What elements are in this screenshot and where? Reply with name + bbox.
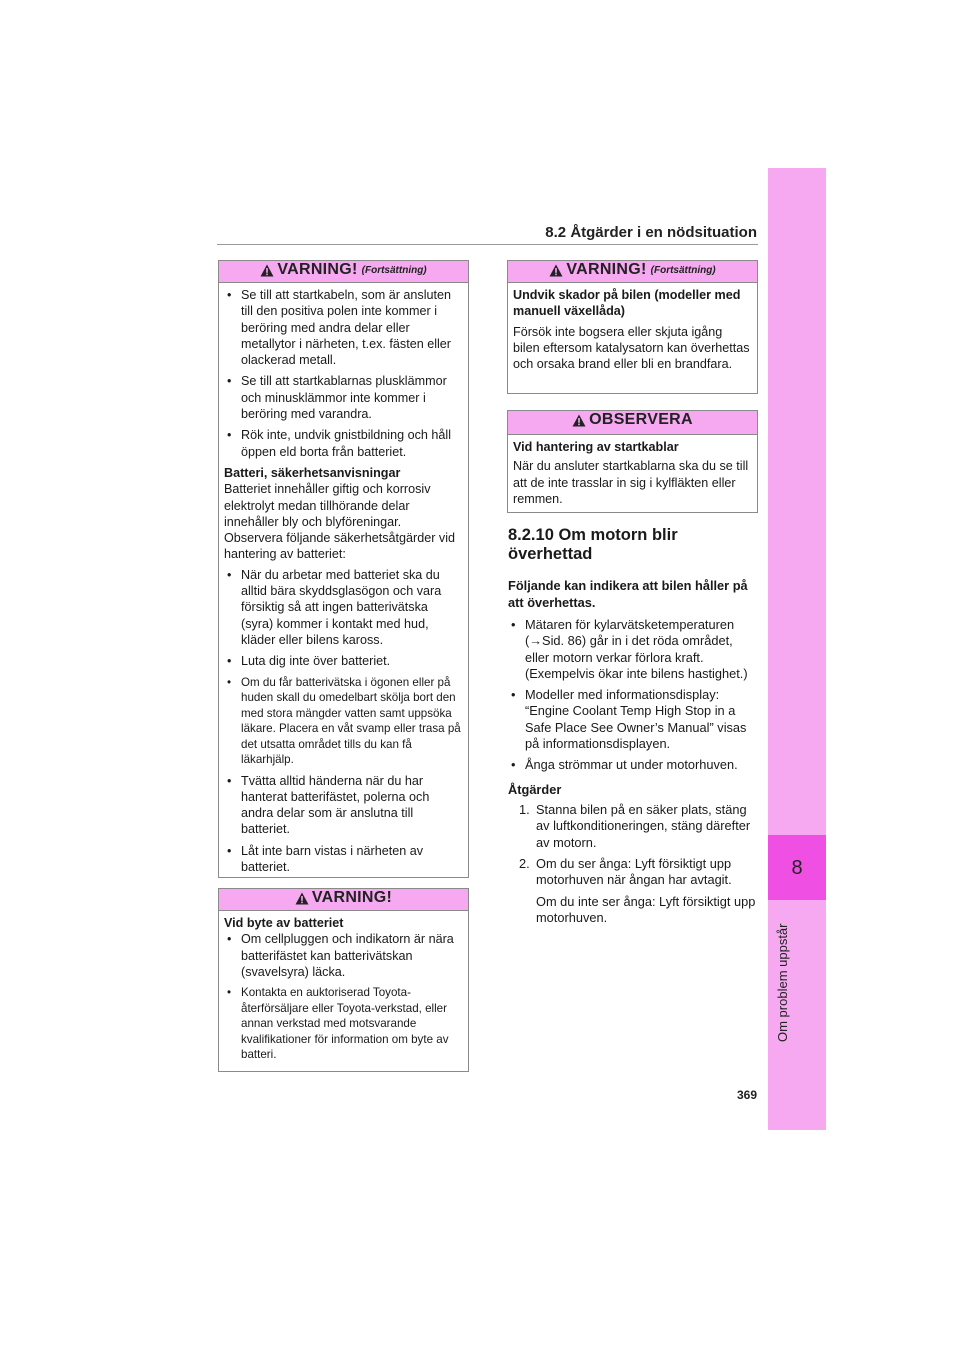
list-item: • Om cellpluggen och indikatorn är nära batterifästet kan batterivätskan (svavelsyra) läcka. [227,932,454,979]
notice-icon [572,414,586,427]
list-item: • Modeller med informationsdisplay: “Engine Coolant Temp High Stop in a Safe Place See Owner’s Manual” visas på informationsdisplayen. [511,687,747,752]
overheating-section [508,526,758,926]
step-item: 1. Stanna bilen på en säker plats, stäng av luftkonditioneringen, stäng därefter av motorn. [519,802,751,850]
warning-box-body [219,283,468,886]
warning-subtitle: (Fortsättning) [361,264,427,276]
warning-triangle-icon [260,264,274,277]
warning-box-body [219,911,468,1074]
warning-box-header [219,889,468,911]
list-item: • Luta dig inte över batteriet. [227,654,391,669]
list-item: • Tvätta alltid händerna när du har hanterat batterifästet, polerna och andra delar som är anslutna till batteriet. [227,773,430,837]
warning-box-towing [507,260,758,394]
action-steps [508,802,758,926]
header-divider [217,244,758,245]
actions-heading: Åtgärder [508,781,562,797]
page-number: 369 [736,1088,757,1102]
warning-title: VARNING! [566,261,647,278]
list-item: • Mätaren för kylarvätsketemperaturen (→Sid. 86) går in i det röda området, eller motorn verkar förlora kraft. (Exempelvis ökar inte bilens hastighet.) [511,617,748,681]
battery-safety-paragraph: Batteriet innehåller giftig och korrosiv elektrolyt medan tillhörande delar innehåller bly och blyföreningar. Observera följande säkerhetsåtgärder vid hantering av batteriet: [224,482,456,562]
list-item: • När du arbetar med batteriet ska du alltid bära skyddsglasögon och vara försiktig så att ingen batterivätska (syra) kommer i kontakt med hud, kläder eller bilens kaross. [227,567,442,647]
warning-triangle-icon [295,892,309,905]
warning-box-header [219,261,468,283]
step-note: Om du inte ser ånga: Lyft försiktigt upp motorhuven. [536,893,756,925]
notice-box-body [508,435,757,517]
warning-box-battery-replacement [218,888,469,1072]
warning-box-continued [218,260,469,878]
warning-box-header [508,261,757,283]
warning-title: VARNING! [277,261,358,278]
section-title: 8.2.10 Om motorn blir överhettad [508,526,678,563]
section-header: 8.2 Åtgärder i en nödsituation [545,224,757,241]
list-item: • Låt inte barn vistas i närheten av batteriet. [227,843,424,875]
jumper-cables-paragraph: När du ansluter startkablarna ska du se till att de inte trasslar in sig i kylfläkten eller remmen. [513,459,749,506]
chapter-number: 8 [791,857,803,879]
step-item: 2. Om du ser ånga: Lyft försiktigt upp motorhuven när ångan har avtagit. [519,856,732,888]
chapter-label: Om problem uppstår [775,923,790,1042]
chapter-number-tab [768,835,826,900]
list-item: • Ånga strömmar ut under motorhuven. [511,757,738,773]
list-item: • Kontakta en auktoriserad Toyota-återförsäljare eller Toyota-verkstad, eller annan verkstad med motsvarande kvalifikationer för information om byte av batteri. [227,986,449,1062]
list-item: • Om du får batterivätska i ögonen eller på huden skall du omedelbart skölja bort den med stora mängder vatten samt uppsöka läkare. Placera en våt svamp eller trasa på det utsatta området tills du kan få läkarhjälp. [227,675,461,767]
towing-heading: Undvik skador på bilen (modeller med manuell växellåda) [513,288,741,319]
notice-box-jumper-cables [507,410,758,513]
warning-subtitle: (Fortsättning) [650,264,716,276]
warning-triangle-icon [549,264,563,277]
notice-box-header [508,411,757,435]
list-item: • Se till att startkabeln, som är ansluten till den positiva polen inte kommer i beröring med andra delar eller metallytor i närheten, t.ex. fästen eller olackerad metall. [227,288,451,368]
warning-box-body [508,283,757,382]
list-item: • Rök inte, undvik gnistbildning och håll öppen eld borta från batteriet. [227,428,452,459]
list-item: • Se till att startkablarnas plusklämmor och minusklämmor inte kommer i beröring med varandra. [227,374,447,422]
battery-safety-heading: Batteri, säkerhetsanvisningar [224,465,401,480]
symptom-list [508,617,758,774]
warning-title: VARNING! [311,889,393,906]
towing-paragraph: Försök inte bogsera eller skjuta igång bilen eftersom katalysatorn kan överhettas och orsaka brand eller bli en brandfara. [513,324,750,372]
jumper-cables-heading: Vid hantering av startkablar [513,440,679,454]
section-lead: Följande kan indikera att bilen håller på att överhettas. [508,578,748,610]
notice-title: OBSERVERA [589,411,693,428]
chapter-label-wrap [775,912,795,1042]
battery-replacement-heading: Vid byte av batteriet [224,916,344,930]
